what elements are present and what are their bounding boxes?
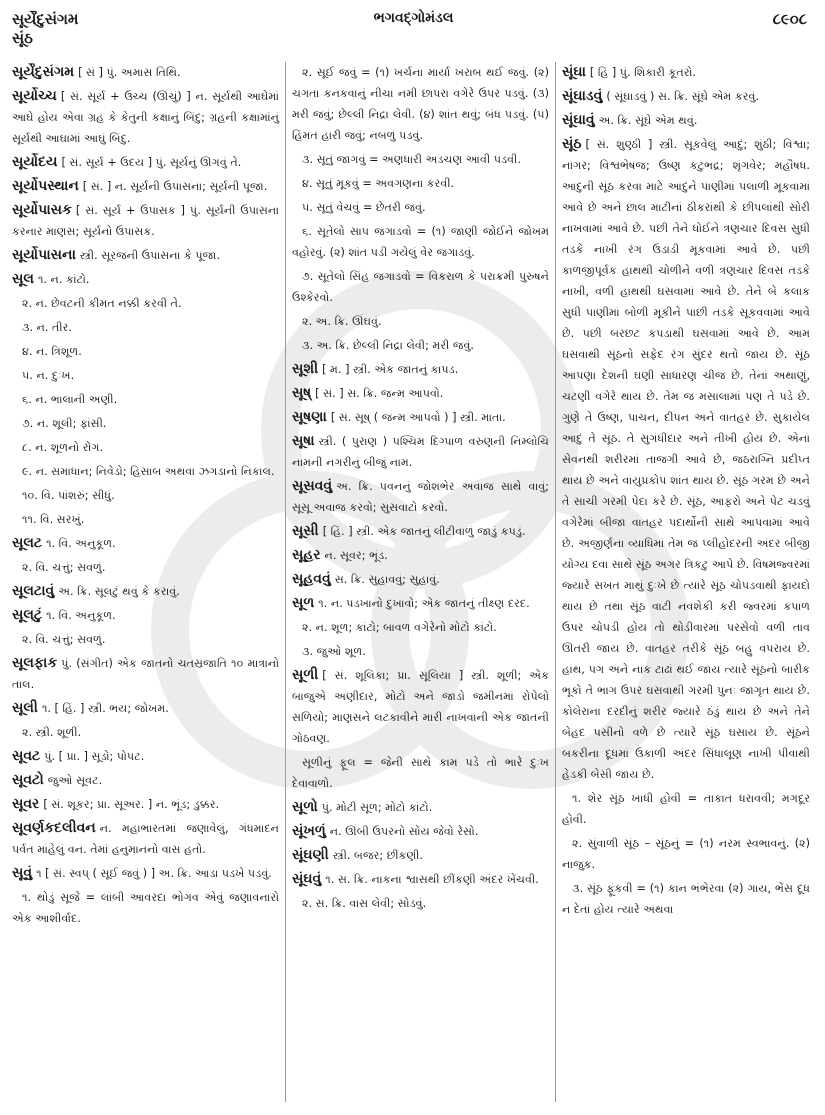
- definition-text: [ હિં ] પું. શિકારી કૂતરો.: [589, 66, 696, 79]
- definition-text: સ્ત્રી. બજર; છીંકણી.: [332, 849, 423, 862]
- dictionary-entry: [562, 110, 810, 131]
- headword: સૂલી: [12, 700, 38, 716]
- definition-text: [ સં ] પું. અમાસ તિથિ.: [78, 66, 181, 79]
- definition-text: સ. ક્રિ. સુહાવવું; સુહાવું.: [334, 573, 440, 586]
- headword: સૂવટ: [12, 748, 41, 764]
- idiom-phrase: ૭. સૂતેલો સિંહ જગાડવો = વિકરાળ કે પરાક્રમી પુરુષને ઉશ્કેરવો.: [292, 270, 549, 304]
- headword: સૂળ: [292, 595, 315, 611]
- idiom-phrase: ૪. સૂતું મૂકવું = અવગણના કરવી.: [302, 177, 455, 190]
- dictionary-entry: [292, 869, 549, 890]
- sub-sense: ૩. જુઓ શૂળ.: [302, 645, 366, 658]
- definition-text: ૧. વિ. અનુકૂળ.: [46, 609, 116, 622]
- headword: સૂંઘાવું: [562, 112, 595, 128]
- dictionary-entry: [12, 698, 279, 719]
- dictionary-entry: [562, 134, 810, 785]
- dictionary-entry: [12, 176, 279, 197]
- sub-sense: ૨. ન. છેવટની કીમત નક્કી કરવી તે.: [22, 297, 182, 310]
- definition-text: [ મ. ] સ્ત્રી. એક જાતનું કાપડ.: [322, 363, 459, 376]
- dictionary-entry: [12, 770, 279, 791]
- definition-text: અ. ક્રિ. પવનનું જોશભેર અવાજ સાથે વાવું; સૂસૂ અવાજ કરવો; સુસવાટો કરવો.: [292, 480, 549, 514]
- dictionary-entry: [12, 269, 279, 290]
- definition-text: પું. [ પ્રા. ] સૂડો; પોપટ.: [44, 750, 145, 763]
- sub-sense: ૨. સ. ક્રિ. વાસ લેવી; સોડવું.: [302, 897, 427, 910]
- dictionary-entry: [292, 593, 549, 614]
- headword: સૂંઠ: [562, 136, 582, 152]
- dictionary-entry: [12, 605, 279, 626]
- sub-sense: ૮. ન. શૂળનો રોગ.: [22, 441, 104, 454]
- headword: સૂહર: [292, 547, 321, 563]
- definition-text: સ્ત્રી. સૂરજની ઉપાસના કે પૂજા.: [79, 249, 220, 262]
- idiom-phrase: ૩. સૂંઠ ફૂંકવી = (૧) કાન ભંભેરવા (૨) ગાય, ભેંસ દૂધ ન દેતાં હોય ત્યારે અથવા: [562, 882, 810, 916]
- sub-sense: ૧૧. વિ. સરખું.: [22, 513, 85, 526]
- definition-text: અ. ક્રિ. સૂંઘે એમ થવું.: [598, 114, 698, 127]
- sub-sense: ૯. ન. સમાધાન; નિવેડો; હિસાબ અથવા ઝગડાનો નિકાલ.: [22, 465, 275, 478]
- dictionary-entry: [12, 581, 279, 602]
- definition-text: ૧ [ સં. સ્વપ્ ( સૂઈ જવું ) ] અ. ક્રિ. આડા પડખે પડવું.: [36, 867, 272, 880]
- definition-text: [ સં. સૂર્ય + ઉદય ] પું. સૂર્યનું ઊગવું તે.: [61, 156, 242, 169]
- headword: સૂલટાવું: [12, 583, 55, 599]
- headword: સૂવર્ણકદલીવન: [12, 820, 96, 836]
- definition-text: પું. (સંગીત) એક જાતનો ચતસ્રજાતિ ૧૦ માત્રાનો તાલ.: [12, 657, 279, 691]
- dictionary-entry: [12, 245, 279, 266]
- definition-text: સ્ત્રી. ( પુરાણ ) પશ્ચિમ દિગ્પાળ વરુણની નિમ્લોચિ નામની નગરીનું બીજું નામ.: [292, 435, 549, 469]
- definition-text: ૧. [ હિં. ] સ્ત્રી. ભય; જોખમ.: [41, 702, 169, 715]
- definition-text: ૧. ન. પડખાનો દુખાવો; એક જાતનું તીક્ષ્ણ દરદ.: [318, 597, 530, 610]
- definition-text: [ સં. સૂષ્ ( જન્મ આપવો ) ] સ્ત્રી. માતા.: [330, 411, 506, 424]
- dictionary-entry: [12, 62, 279, 83]
- definition-text: ન. મહાભારતમાં જણાવેલું, ગંધમાદન પર્વત માંહેલું વન. તેમાં હનુમાનનો વાસ હતો.: [12, 822, 279, 856]
- dictionary-columns: [10, 62, 816, 1102]
- dictionary-entry: [12, 152, 279, 173]
- dictionary-entry: [12, 86, 279, 149]
- dictionary-entry: [12, 818, 279, 860]
- idiom-phrase: ૬. સૂતેલો સાપ જગાડવો = (૧) જાણી જોઈને જોખમ વહોરવું. (૨) શાંત પડી ગયેલું વેર જગાડવું.: [292, 225, 549, 259]
- headword: સૂર્યેંદુસંગમ: [12, 64, 75, 80]
- sub-sense: ૧૦. વિ. પાંશરું; સીધું.: [22, 489, 115, 502]
- idiom-phrase: સૂળીનું ફૂલ = જેની સાથે કામ પડે તો ભારે દુઃખ દેવાવાળો.: [292, 756, 549, 790]
- dictionary-entry: [292, 383, 549, 404]
- first-guide-word: સૂર્યેંદુસંગમ: [12, 10, 79, 28]
- definition-text: પું. મોટી સૂળ; મોટો કાંટો.: [321, 801, 433, 814]
- column-1: [10, 62, 286, 1102]
- headword: સૂલટ: [12, 535, 43, 551]
- headword: સૂશી: [292, 361, 319, 377]
- column-2: [286, 62, 556, 1102]
- dictionary-entry: [292, 569, 549, 590]
- dictionary-entry: [292, 845, 549, 866]
- dictionary-entry: [292, 545, 549, 566]
- definition-text: ન. સૂવર; ભૂંડ.: [324, 549, 388, 562]
- headword: સૂર્યોચ્ચ: [12, 88, 57, 104]
- dictionary-entry: [292, 359, 549, 380]
- headword: સૂર્યોપાસના: [12, 247, 76, 263]
- definition-text: ૧. સ. ક્રિ. નાકના શ્વાસથી છીંકણી અંદર ખેંચવી.: [325, 873, 539, 886]
- sub-sense: ૭. ન. શૂલી; ફાંસી.: [22, 417, 107, 430]
- dictionary-entry: [12, 200, 279, 242]
- idiom-phrase: ૫. સૂતું વેચવું = છેતરી જવું.: [302, 201, 426, 214]
- sub-sense: ૨. વિ. ચત્તું; સવળું.: [22, 633, 106, 646]
- headword: સૂંખળું: [292, 823, 326, 839]
- definition-text: [ સં. સૂર્ય + ઉપાસક ] પું. સૂર્યની ઉપાસના કરનાર માણસ; સૂર્યનો ઉપાસક.: [12, 204, 279, 238]
- headword: સૂલટું: [12, 607, 43, 623]
- sub-sense: ૩. ન. તીર.: [22, 321, 72, 334]
- headword: સૂંઘા: [562, 64, 586, 80]
- dictionary-entry: [292, 665, 549, 749]
- sub-sense: ૫. ન. દુઃખ.: [22, 369, 75, 382]
- definition-text: ૧. ન. કાંટો.: [37, 273, 90, 286]
- dictionary-entry: [12, 863, 279, 884]
- dictionary-entry: [292, 476, 549, 518]
- definition-text: જુઓ સૂવટ.: [47, 774, 103, 787]
- headword: સૂંઘવું: [292, 871, 322, 887]
- headword: સૂષ્: [292, 385, 312, 401]
- headword: સૂર્યોપાસક: [12, 202, 72, 218]
- page-number: ૮૯૦૮: [772, 10, 807, 28]
- definition-text: [ હિં. ] સ્ત્રી. એક જાતનું લીટીવાળું જાડું કપડું.: [322, 525, 526, 538]
- dictionary-entry: [12, 533, 279, 554]
- sub-sense: ૩. અ. ક્રિ. છેલ્લી નિદ્રા લેવી; મરી જવું.: [302, 339, 474, 352]
- headword: સૂલ: [12, 271, 34, 287]
- definition-text: અ. ક્રિ. સૂલટું થવું કે કરાવું.: [58, 585, 180, 598]
- idiom-phrase: ૧. થોડું સૂજે = લાંબી આવરદા ભોગવ એવું જણાવનારો એક આશીર્વાદ.: [12, 891, 279, 925]
- headword: સૂળી: [292, 667, 319, 683]
- dictionary-entry: [12, 794, 279, 815]
- running-title: ભગવદ્ગોમંડલ: [373, 10, 454, 26]
- headword: સૂહવવું: [292, 571, 331, 587]
- sub-sense: ૨. સ્ત્રી. શૂળી.: [22, 726, 82, 739]
- definition-text: ન. ઊંબી ઉપરનો સોય જેવો રેસો.: [329, 825, 479, 838]
- definition-text: [ સં. શૂલિકા; પ્રા. સૂલિયા ] સ્ત્રી. શૂળી; એક બાજુએ અણીદાર, મોટો અને જાડો જમીનમાં રોપેલો સળિયો; માણસને લટકાવીને મારી નાખવાની એક જાતની ગોઠવણ.: [292, 669, 549, 745]
- definition-text: ૧. વિ. અનુકૂળ.: [46, 537, 116, 550]
- headword: સૂવર: [12, 796, 40, 812]
- headword: સૂંઘાડવું: [562, 88, 603, 104]
- last-guide-word: સૂંઠ: [12, 29, 33, 47]
- headword: સૂર્યોપસ્થાન: [12, 178, 79, 194]
- sub-sense: ૬. ન. ભાલાની અણી.: [22, 393, 118, 406]
- sub-sense: ૨. અ. ક્રિ. ઊંઘવું.: [302, 315, 382, 328]
- headword: સૂંઘણી: [292, 847, 329, 863]
- idiom-phrase: ૩. સૂતું જાગવું = અણધારી અડચણ આવી પડવી.: [302, 153, 521, 166]
- dictionary-entry: [292, 797, 549, 818]
- definition-text: [ સં. ] ન. સૂર્યની ઉપાસના; સૂર્યની પૂજા.: [82, 180, 268, 193]
- definition-text: ( સૂંઘાડવું ) સ. ક્રિ. સૂંઘે એમ કરવું.: [606, 90, 760, 103]
- page-header: [12, 10, 815, 54]
- headword: સૂર્યોદય: [12, 154, 58, 170]
- dictionary-entry: [292, 521, 549, 542]
- sub-sense: ૨. ન. શૂળ; કાંટો; બાવળ વગેરેનો મોટો કાંટો.: [302, 621, 497, 634]
- headword: સૂલફાક: [12, 655, 58, 671]
- definition-text: [ સં. શૂકર; પ્રા. સૂઅર. ] ન. ભૂંડ; ડુક્કર.: [43, 798, 220, 811]
- headword: સૂવટો: [12, 772, 44, 788]
- column-3: [556, 62, 816, 1102]
- headword: સૂસી: [292, 523, 319, 539]
- sub-sense: ૨. વિ. ચત્તું; સવળું.: [22, 561, 106, 574]
- definition-text: [ સં. ] સ. ક્રિ. જન્મ આપવો.: [315, 387, 444, 400]
- dictionary-entry: [562, 86, 810, 107]
- headword: સૂસવવું: [292, 478, 333, 494]
- dictionary-entry: [562, 62, 810, 83]
- definition-text: [ સં. સૂર્ય + ઉચ્ચ (ઊંચું) ] ન. સૂર્યથી આઘેમાં આઘે હોય એવા ગ્રહ કે કેતુની કક્ષાનું બિંદુ; ગ્રહની કક્ષામાંનું સૂર્યથી આઘામાં આઘું બિંદુ.: [12, 90, 279, 145]
- idiom-phrase: ૧. શેર સૂંઠ ખાધી હોવી = તાકાત ધરાવવી; મગદૂર હોવી.: [562, 792, 810, 826]
- headword: સૂળો: [292, 799, 318, 815]
- headword: સૂવું: [12, 865, 33, 881]
- dictionary-entry: [292, 431, 549, 473]
- headword: સૂષણા: [292, 409, 327, 425]
- headword: સૂષા: [292, 433, 315, 449]
- idiom-phrase: ૨. સૂઈ જવું = (૧) ખર્ચના માર્યા ખરાબ થઈ જવું. (૨) ચગતા કનકવાનું નીચા નમી છાપરા વગેરે ઉપર પડવું. (૩) મરી જવું; છેલ્લી નિદ્રા લેવી. (૪) શાંત થવું; બંધ પડવું. (૫) હિંમત હારી જવું; નબળું પડવું.: [292, 66, 549, 142]
- dictionary-entry: [292, 821, 549, 842]
- idiom-phrase: ૨. સુંવાળી સૂંઠ – સૂંઠનું = (૧) નરમ સ્વભાવનું. (૨) નાજુક.: [562, 837, 810, 871]
- sub-sense: ૪. ન. ત્રિશૂળ.: [22, 345, 82, 358]
- definition-text: [ સં. શુણ્ઠી ] સ્ત્રી. સૂકવેલું આદું; શુંઠી; વિશ્વા; નાગર; વિશ્વભેષજ; ઉષ્ણ કટુભદ્ર; શૃંગવેર; મહૌષધ. આદુની સૂંઠ કરવા માટે આદુંને પાણીમાં પલાળી મૂકવામાં આવે છે અને છાલ માટીનાં ઠીકરાંથી કે છીપલાંથી સોરી નાખવામાં આવે છે. પછી તેને ધોઈને ત્રણચાર દિવસ સુધી તડકે નાખી રંગ ઉડાડી મૂકવામાં આવે છે. પછી કાળજીપૂર્વક હાથથી ચોળીને વળી ત્રણચાર દિવસ તડકે નાખી, વળી હાથથી ઘસવામાં આવે છે. તેને બે કલાક સુધી પાણીમાં બોળી મૂકીને પાછી તડકે સૂકવવામાં આવે છે. પછી બરછટ કપડાથી ઘસવામાં આવે છે. આમ ઘસવાથી સૂંઠનો સફેદ રંગ સુંદર થતો જાય છે. સૂંઠ આપણા દેશની ઘણી સાધારણ ચીજ છે. તેનાં અથાણું, ચટણી વગેરે થાય છે. તેમ જ મસાલામાં પણ તે પડે છે. ગુણે તે ઉષ્ણ, પાચન, દીપન અને વાતહર છે. સુકાયેલ આદું તે સૂંઠ. તે સુગંધીદાર અને તીખી હોય છે. એના સેવનથી શરીરમાં તાજગી આવે છે, જઠરાગ્નિ પ્રદીપ્ત થાય છે અને વાયુપ્રકોપ શાંત થાય છે. સૂંઠ ગરમ છે અને તે સાચી ગરમી પેદા કરે છે. સૂંઠ, આફરો અને પેટ ચડવું વગેરેમાં બીજા વાતહર પદાર્થોની સાથે આપવામાં આવે છે. અજીર્ણના વ્યાધિમાં તેમ જ પ્લીહોદરની અંદર બીજી યોગ્ય દવા સાથે સૂંઠ અગર ત્રિકટુ આપે છે. વિષમજ્વરમાં જ્યારે સખત માથું દુઃખે છે ત્યારે સૂંઠ ચોપડવાથી ફાયદો થાય છે તથા સૂંઠ વાટી નવશેકી કરી જ્વરમાં કપાળ ઉપર ચોપડી હોય તો થોડીવારમાં પરસેવો વળી તાવ ઊતરી જાય છે. વાતહર તરીકે સૂંઠ બહુ વપરાય છે. હાથ, પગ અને નાક ટાઢાં થઈ જાય ત્યારે સૂંઠનો બારીક ભૂકો તે ભાગ ઉપર ઘસવાથી ગરમી પુનઃ જાગૃત થાય છે. કોલેરાના દરદીનું શરીર જ્યારે ઠંડું થાય છે અને તેને બેહદ પસીનો વળે છે ત્યારે સૂંઠ ઘસાય છે. સૂંઠને બકરીના દૂધમાં ઉકાળી અંદર સિંધાલૂણ નાખી પીવાથી હેડકી બેસી જાય છે.: [562, 138, 810, 781]
- dictionary-entry: [12, 746, 279, 767]
- dictionary-entry: [12, 653, 279, 695]
- dictionary-entry: [292, 407, 549, 428]
